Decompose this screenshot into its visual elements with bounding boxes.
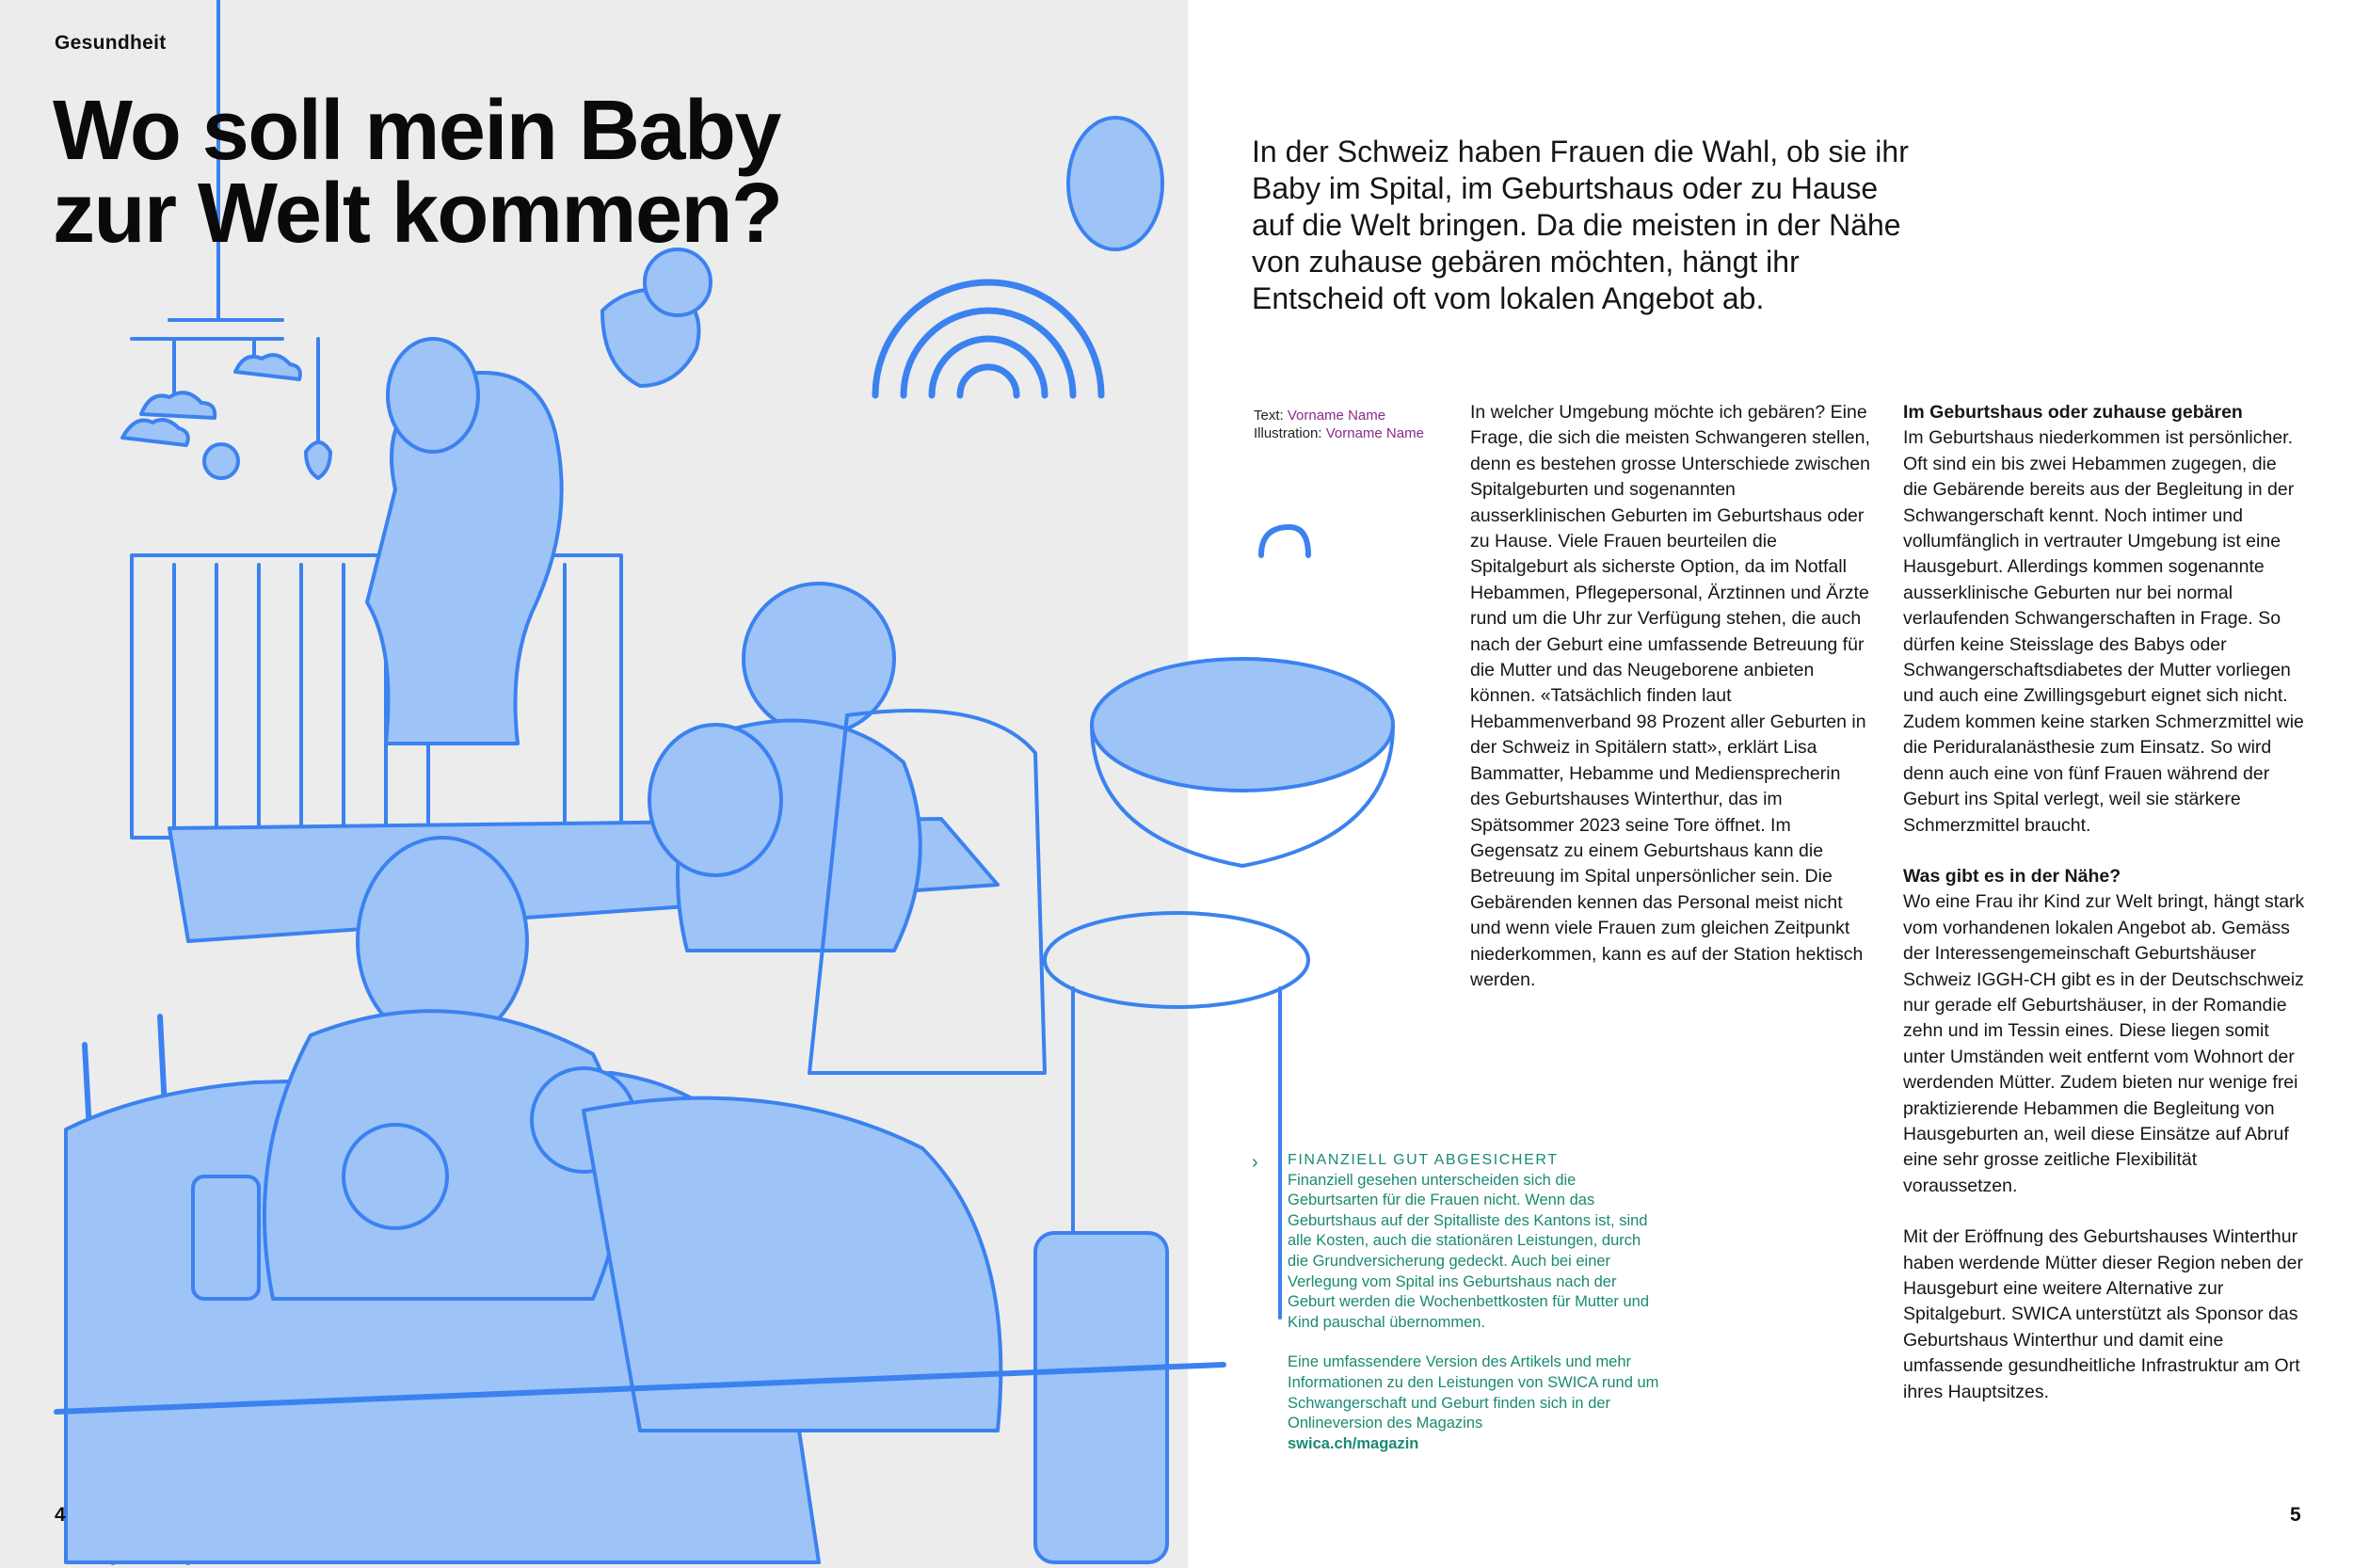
title-line-1: Wo soll mein Baby (53, 84, 780, 178)
info-box-paragraph: Eine umfassendere Version des Artikels und mehr Informationen zu den Leistungen von SWICA rund um Schwangerschaft und Geburt finden sich in der Onlineversion des Magazins (1288, 1353, 1659, 1432)
article-credits (1254, 407, 1470, 442)
body-column-2 (1903, 400, 2306, 1405)
body-paragraph: Im Geburtshaus niederkommen ist persönlicher. Oft sind ein bis zwei Hebammen zugegen, die die Gebärende bereits aus der Begleitung in der Schwangerschaft kennt. Noch intimer und vollumfänglich in vertrauter Umgebung ist eine Hausgeburt. Allerdings kommen sogenannte ausserklinische Geburten nur bei normal verlaufenden Schwangerschaften in Frage. So dürfen keine Steisslage des Babys oder Schwangerschaftsdiabetes der Mutter vorliegen und auch eine Zwillingsgeburt eignet sich nicht. Zudem kommen keine starken Schmerzmittel wie die Periduralanästhesie zum Einsatz. So wird denn auch eine von fünf Frauen während der Geburt ins Spital verlegt, weil sie stärkere Schmerzmittel braucht. (1903, 427, 2304, 836)
wall-frame-icon (1068, 118, 1162, 249)
body-paragraph: Wo eine Frau ihr Kind zur Welt bringt, hängt stark vom vorhandenen lokalen Angebot ab. Gemäss der Interessengemeinschaft Geburtshäuser Schweiz IGGH-CH gibt es in der Deutschschweiz nur gerade elf Geburtshäuser, in der Romandie zehn und im Tessin eines. Diese liegen somit unter Umständen weit entfernt vom Wohnort der werdenden Mütter. Zudem bieten nur wenige frei praktizierende Hebammen die Begleitung von Hausgeburten an, weil diese Einsätze auf Abruf eine sehr grosse zeitliche Flexibilität voraussetzen. (1903, 891, 2305, 1196)
baby-mobile-icon (122, 320, 330, 478)
sink-icon (1092, 527, 1393, 866)
lead-paragraph: In der Schweiz haben Frauen die Wahl, ob sie ihr Baby im Spital, im Geburtshaus oder zu Hause auf die Welt bringen. Da die meisten in der Nähe von zuhause gebären möchten, hängt ihr Entscheid oft vom lokalen Angebot ab. (1252, 135, 1909, 315)
info-box-title: FINANZIELL GUT ABGESICHERT (1288, 1152, 1559, 1168)
page-number-left: 4 (55, 1504, 66, 1526)
page-title (53, 84, 824, 261)
body-paragraph: In welcher Umgebung möchte ich gebären? Eine Frage, die sich die meisten Schwangeren stellen, denn es bestehen grosse Unterschiede zwischen Spitalgeburten und sogenannten ausserklinischen Geburten im Geburtshaus oder zu Hause. Viele Frauen beurteilen die Spitalgeburt als sicherste Option, da im Notfall Hebammen, Pflegepersonal, Ärztinnen und Ärzte rund um die Uhr zur Verfügung stehen, die auch nach der Geburt eine umfassende Betreuung für die Mutter und das Neugeborene anbieten können. «Tatsächlich finden laut Hebammenverband 98 Prozent aller Geburten in der Schweiz in Spitälern statt», erklärt Lisa Bammatter, Hebamme und Mediensprecherin des Geburtshauses Winterthur, das im Spätsommer 2023 seine Tore öffnet. Im Gegensatz zu einem Geburtshaus kann die Betreuung im Spital unpersönlicher sein. Die Gebärenden kennen das Personal meist nicht und wenn viele Frauen zum gleichen Zeitpunkt niederkommen, kann es auf der Station hektisch werden. (1470, 402, 1870, 990)
title-line-2: zur Welt kommen? (53, 167, 782, 261)
call-remote-icon (193, 1176, 259, 1299)
credit-illustration-label: Illustration: (1254, 425, 1322, 441)
magazine-link[interactable]: swica.ch/magazin (1288, 1434, 1419, 1452)
info-box-paragraph: Finanziell gesehen unterscheiden sich die Geburtsarten für die Frauen nicht. Wenn das Geburtshaus auf der Spitalliste des Kantons ist, sind alle Kosten, auch die stationären Leistungen, durch die Grundversicherung gedeckt. Auch bei einer Verlegung vom Spital ins Geburtshaus nach der Geburt werden die Wochenbettkosten für Mutter und Kind pauschal übernommen. (1288, 1171, 1649, 1331)
section-label: Gesundheit (55, 32, 167, 54)
info-box (1288, 1150, 1664, 1454)
seated-mother-icon (649, 584, 920, 951)
standing-mother-icon (367, 249, 711, 744)
credit-text-name: Vorname Name (1287, 408, 1386, 424)
credit-text-label: Text: (1254, 408, 1284, 424)
subheading-nearby: Was gibt es in der Nähe? (1903, 865, 2121, 887)
chevron-right-icon: › (1252, 1152, 1258, 1173)
body-column-1 (1470, 400, 1875, 993)
body-paragraph: Mit der Eröffnung des Geburtshauses Winterthur haben werdende Mütter dieser Region neben der Hausgeburt eine weitere Alternative zur Spitalgeburt. SWICA unterstützt als Sponsor das Geburtshaus Winterthur und damit eine umfassende gesundheitliche Infrastruktur am Ort ihres Hauptsitzes. (1903, 1226, 2303, 1402)
page-number-right: 5 (2290, 1504, 2301, 1526)
credit-illustration-name: Vorname Name (1325, 425, 1424, 441)
subheading-birth-center: Im Geburtshaus oder zuhause gebären (1903, 402, 2243, 423)
rainbow-decoration-icon (875, 282, 1101, 395)
